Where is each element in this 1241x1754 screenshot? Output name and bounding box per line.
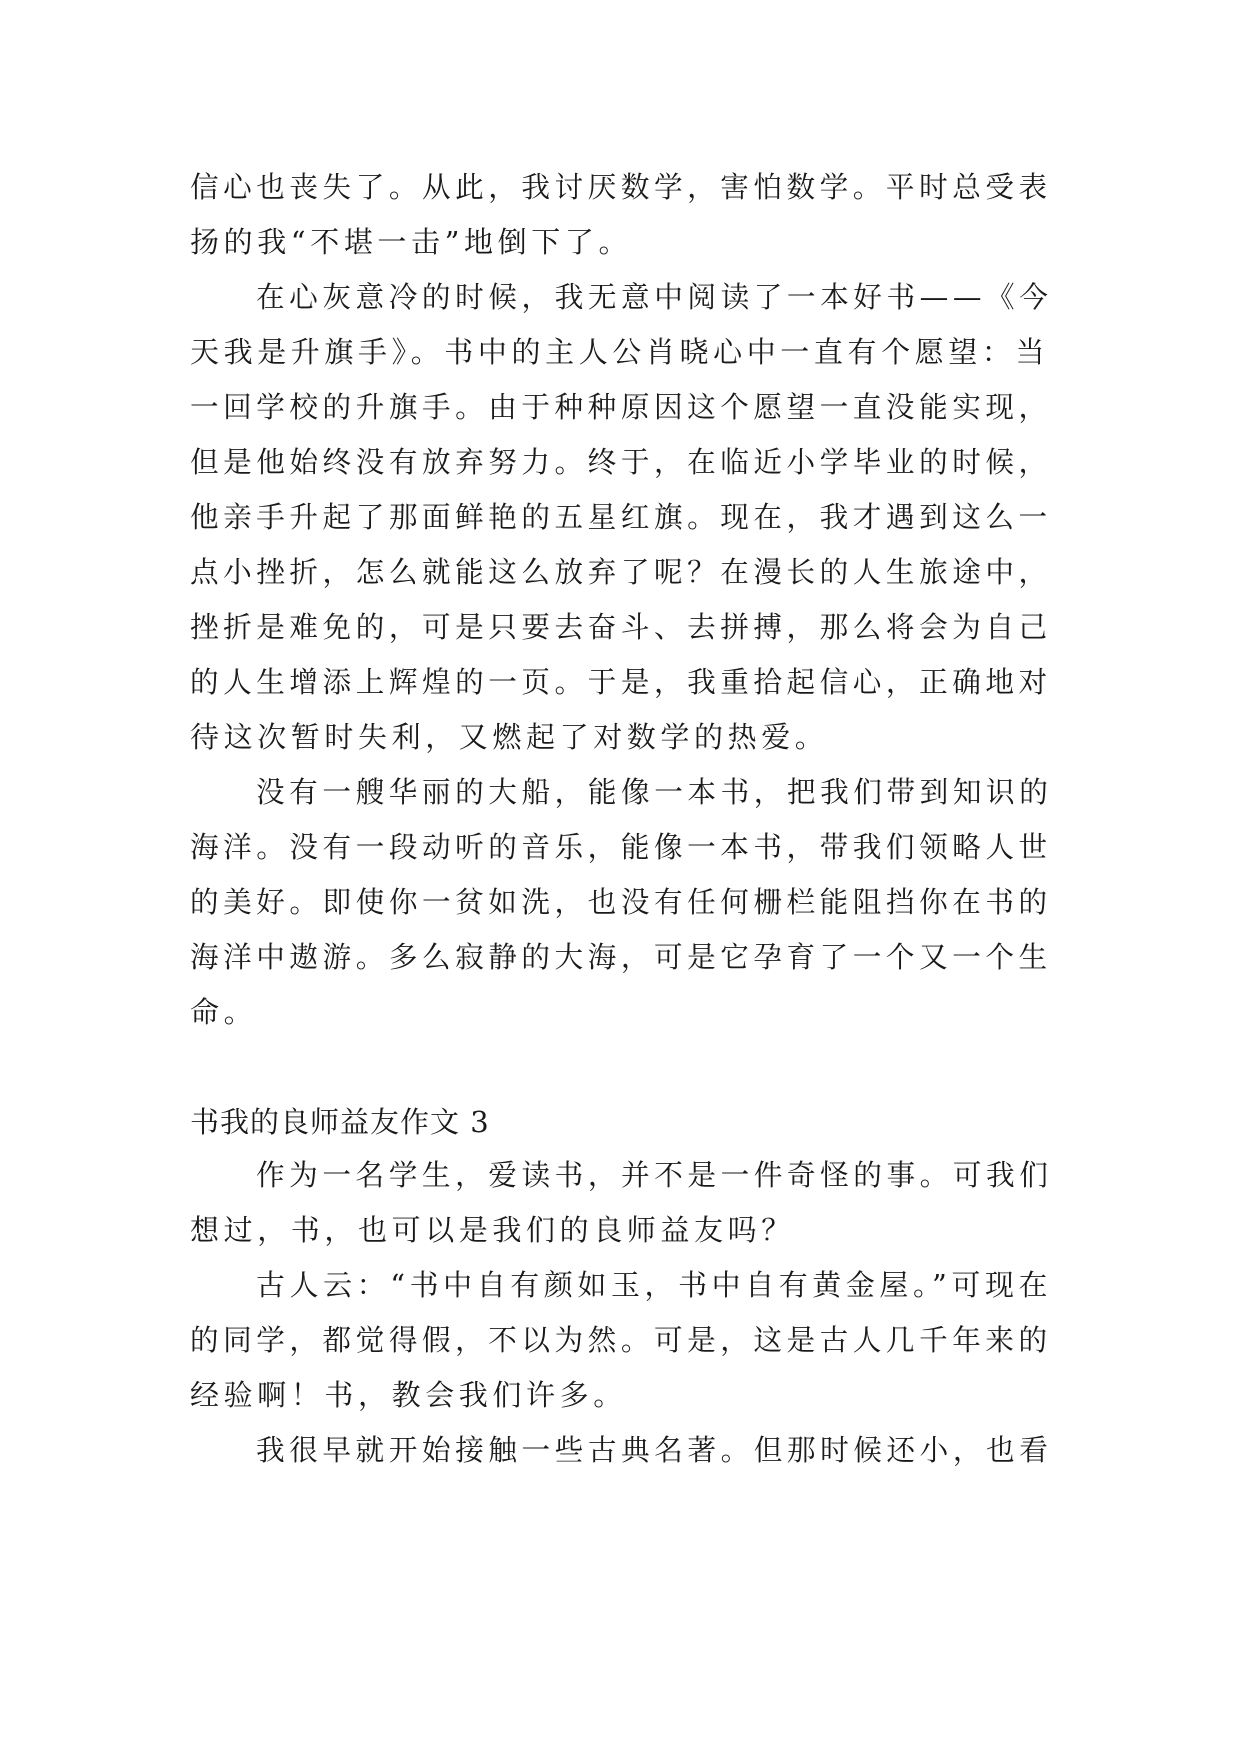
paragraph-first-line: 在心灰意冷的时候，我无意中阅读了一本好书——《今: [256, 280, 1053, 314]
text-line: 他亲手升起了那面鲜艳的五星红旗。现在，我才遇到这么一: [190, 500, 1052, 534]
paragraph-first-line: 古人云：“书中自有颜如玉，书中自有黄金屋。”可现在: [256, 1268, 1053, 1302]
paragraph-first-line: 作为一名学生，爱读书，并不是一件奇怪的事。可我们: [256, 1158, 1053, 1192]
text-line: 信心也丧失了。从此，我讨厌数学，害怕数学。平时总受表: [190, 170, 1052, 204]
text-line: 经验啊！书，教会我们许多。: [190, 1378, 627, 1412]
text-line: 的人生增添上辉煌的一页。于是，我重拾起信心，正确地对: [190, 665, 1052, 699]
text-line: 想过，书，也可以是我们的良师益友吗？: [190, 1213, 795, 1247]
text-line: 扬的我“不堪一击”地倒下了。: [190, 225, 633, 259]
text-line: 海洋中遨游。多么寂静的大海，可是它孕育了一个又一个生: [190, 940, 1052, 974]
text-line: 的同学，都觉得假，不以为然。可是，这是古人几千年来的: [190, 1323, 1052, 1357]
text-line: 待这次暂时失利，又燃起了对数学的热爱。: [190, 720, 829, 754]
text-line: 点小挫折，怎么就能这么放弃了呢？在漫长的人生旅途中，: [190, 555, 1052, 589]
text-line: 海洋。没有一段动听的音乐，能像一本书，带我们领略人世: [190, 830, 1052, 864]
section-title: 书我的良师益友作文 3: [190, 1105, 490, 1139]
text-line: 的美好。即使你一贫如洗，也没有任何栅栏能阻挡你在书的: [190, 885, 1052, 919]
paragraph-first-line: 没有一艘华丽的大船，能像一本书，把我们带到知识的: [256, 775, 1053, 809]
text-line: 一回学校的升旗手。由于种种原因这个愿望一直没能实现，: [190, 390, 1052, 424]
paragraph-first-line: 我很早就开始接触一些古典名著。但那时候还小，也看: [256, 1433, 1053, 1467]
text-line: 天我是升旗手》。书中的主人公肖晓心中一直有个愿望：当: [190, 335, 1050, 369]
text-line: 挫折是难免的，可是只要去奋斗、去拼搏，那么将会为自己: [190, 610, 1052, 644]
text-line: 命。: [190, 995, 258, 1029]
text-line: 但是他始终没有放弃努力。终于，在临近小学毕业的时候，: [190, 445, 1052, 479]
